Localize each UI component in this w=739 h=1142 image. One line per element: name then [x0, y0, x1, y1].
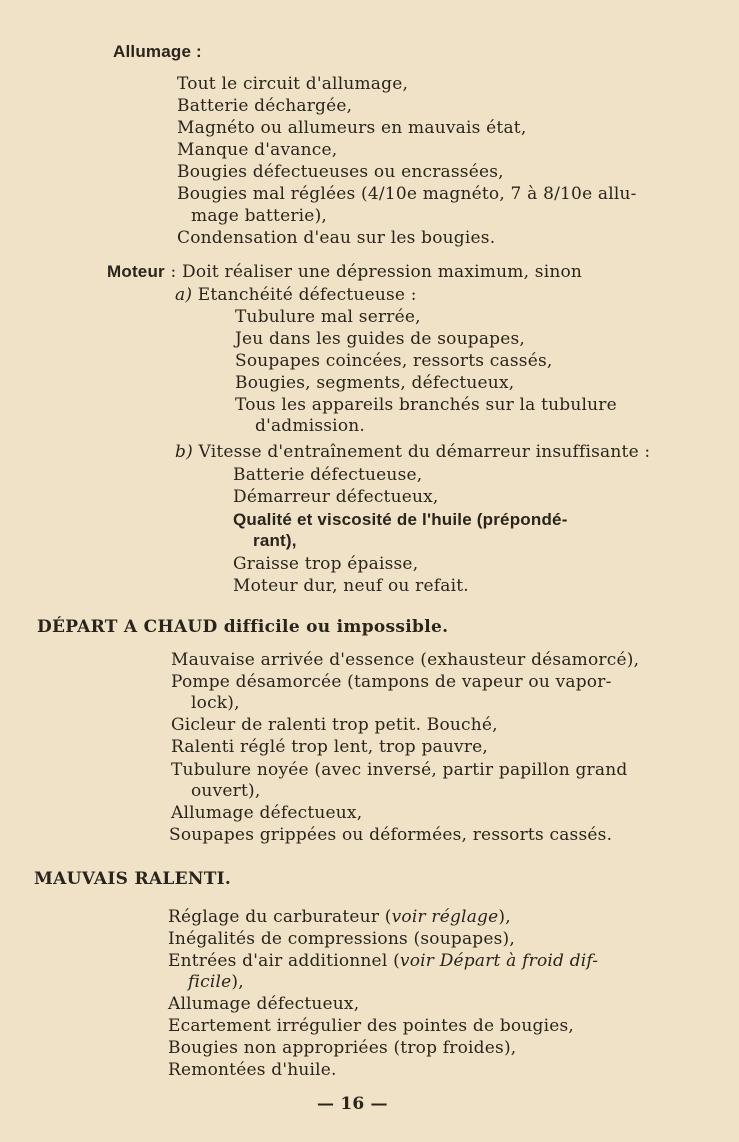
- ralenti-item: Allumage défectueux,: [168, 994, 360, 1014]
- moteur-a-marker: a): [175, 285, 193, 305]
- moteur-b-item: Batterie défectueuse,: [233, 465, 423, 485]
- moteur-a-item: Tous les appareils branchés sur la tubulure: [235, 395, 617, 415]
- allumage-item: Magnéto ou allumeurs en mauvais état,: [177, 118, 527, 138]
- depart-chaud-item: Ralenti réglé trop lent, trop pauvre,: [171, 737, 489, 757]
- depart-chaud-heading: [37, 617, 448, 637]
- depart-chaud-heading-rest: difficile ou impossible.: [223, 617, 449, 637]
- allumage-item: Bougies mal réglées (4/10e magnéto, 7 à 8/10e allu-: [177, 184, 637, 204]
- ralenti-item-text: ),: [231, 972, 244, 992]
- ralenti-item: [168, 907, 511, 927]
- ralenti-item: Remontées d'huile.: [168, 1060, 337, 1080]
- moteur-b-item: rant),: [253, 531, 297, 550]
- ralenti-item: Ecartement irrégulier des pointes de bougies,: [168, 1016, 575, 1036]
- ralenti-item-text: Réglage du carburateur (: [168, 907, 392, 927]
- depart-chaud-item: Soupapes grippées ou déformées, ressorts cassés.: [169, 825, 613, 845]
- moteur-a-item: Soupapes coincées, ressorts cassés,: [235, 351, 553, 371]
- moteur-b-item: Moteur dur, neuf ou refait.: [233, 576, 469, 596]
- ralenti-item-italic: voir Départ à froid dif-: [399, 951, 599, 971]
- moteur-b-item: Qualité et viscosité de l'huile (prépondé-: [233, 510, 568, 529]
- allumage-heading: Allumage :: [113, 42, 202, 61]
- moteur-a-item: d'admission.: [255, 416, 366, 436]
- ralenti-item: Bougies non appropriées (trop froides),: [168, 1038, 517, 1058]
- moteur-a-item: Tubulure mal serrée,: [235, 307, 421, 327]
- ralenti-item-text: Entrées d'air additionnel (: [168, 951, 400, 971]
- moteur-b-item: Démarreur défectueux,: [233, 487, 439, 507]
- moteur-intro: : Doit réaliser une dépression maximum, sinon: [170, 262, 583, 282]
- allumage-item: mage batterie),: [191, 206, 328, 226]
- moteur-a-item: Jeu dans les guides de soupapes,: [235, 329, 526, 349]
- ralenti-item: [168, 951, 598, 971]
- mauvais-ralenti-heading: MAUVAIS RALENTI.: [34, 869, 232, 889]
- allumage-item: Bougies défectueuses ou encrassées,: [177, 162, 504, 182]
- depart-chaud-heading-main: DÉPART A CHAUD: [37, 617, 218, 637]
- ralenti-item-cont: [188, 972, 244, 992]
- depart-chaud-item: Tubulure noyée (avec inversé, partir papillon grand: [171, 760, 628, 780]
- ralenti-item: Inégalités de compressions (soupapes),: [168, 929, 515, 949]
- allumage-item: Manque d'avance,: [177, 140, 338, 160]
- depart-chaud-item: lock),: [191, 693, 240, 713]
- depart-chaud-item: Gicleur de ralenti trop petit. Bouché,: [171, 715, 498, 735]
- moteur-b-item: Graisse trop épaisse,: [233, 554, 419, 574]
- page-number: — 16 —: [317, 1094, 388, 1114]
- moteur-b-title: Vitesse d'entraînement du démarreur insuffisante :: [198, 442, 651, 462]
- allumage-item: Batterie déchargée,: [177, 96, 353, 116]
- moteur-a-line: [175, 285, 417, 305]
- allumage-item: Tout le circuit d'allumage,: [177, 74, 409, 94]
- depart-chaud-item: Allumage défectueux,: [171, 803, 363, 823]
- ralenti-item-italic: ficile: [188, 972, 232, 992]
- moteur-b-marker: b): [175, 442, 193, 462]
- ralenti-item-italic: voir réglage: [391, 907, 499, 927]
- depart-chaud-item: Mauvaise arrivée d'essence (exhausteur désamorcé),: [171, 650, 640, 670]
- ralenti-item-text: ),: [498, 907, 511, 927]
- depart-chaud-item: Pompe désamorcée (tampons de vapeur ou vapor-: [171, 672, 612, 692]
- depart-chaud-item: ouvert),: [191, 781, 261, 801]
- moteur-label: Moteur: [107, 262, 165, 281]
- moteur-a-title: Etanchéité défectueuse :: [197, 285, 417, 305]
- moteur-b-line: [175, 442, 650, 462]
- allumage-item: Condensation d'eau sur les bougies.: [177, 228, 496, 248]
- moteur-a-item: Bougies, segments, défectueux,: [235, 373, 515, 393]
- moteur-line: [107, 262, 582, 282]
